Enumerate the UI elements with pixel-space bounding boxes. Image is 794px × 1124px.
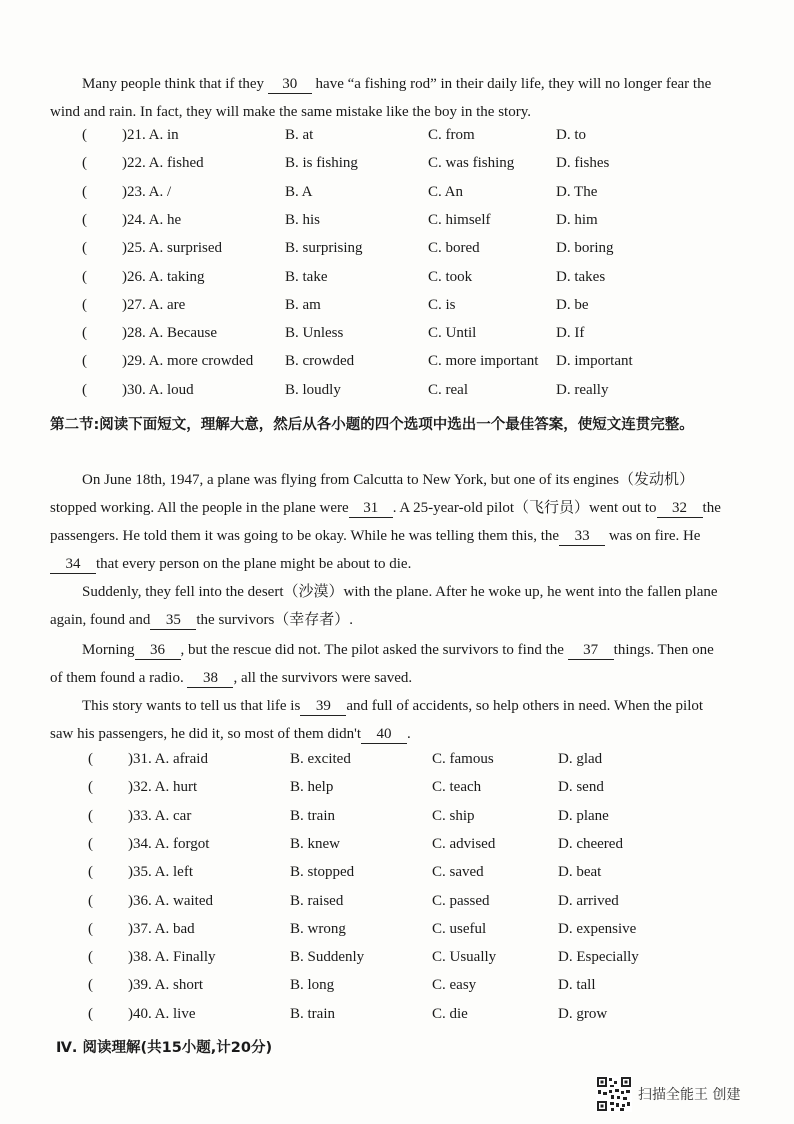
option-b: B. crowded bbox=[285, 353, 355, 370]
question-row bbox=[0, 184, 794, 212]
blank-40: 40 bbox=[361, 725, 407, 744]
blank-38: 38 bbox=[187, 669, 233, 688]
question-row bbox=[0, 297, 794, 325]
question-row bbox=[0, 155, 794, 183]
option-c: C. easy bbox=[432, 977, 477, 994]
option-c: C. teach bbox=[432, 779, 482, 796]
blank-30: 30 bbox=[268, 75, 312, 94]
question-row bbox=[0, 893, 794, 921]
option-b: B. raised bbox=[290, 892, 344, 909]
option-b: B. train bbox=[290, 1005, 335, 1022]
option-a: )27. A. are bbox=[122, 296, 186, 313]
option-c: C. Usually bbox=[432, 949, 497, 966]
blank-35: 35 bbox=[150, 611, 196, 630]
option-a: )29. A. more crowded bbox=[122, 353, 254, 370]
option-a: )28. A. Because bbox=[122, 325, 217, 342]
passage-paragraph-1: On June 18th, 1947, a plane was flying from Calcutta to New York, but one of its engines（发动机）stopped working. All the people in the plane were 31 . A 25-year-old pilot（飞行员）went out to 32 the passengers. He told them it was going to be okay. While he was telling them this, the 33 was on fire. He34 that every person on the plane might be about to die. bbox=[50, 472, 721, 572]
option-a: )38. A. Finally bbox=[128, 949, 216, 966]
blank-37: 37 bbox=[568, 641, 614, 660]
option-b: B. loudly bbox=[285, 381, 341, 398]
option-a: )40. A. live bbox=[128, 1005, 196, 1022]
blank-32: 32 bbox=[657, 499, 703, 518]
option-a: )30. A. loud bbox=[122, 381, 194, 398]
question-row bbox=[0, 836, 794, 864]
option-d: D. tall bbox=[558, 977, 596, 994]
answer-paren[interactable]: ( bbox=[88, 977, 93, 994]
blank-33: 33 bbox=[559, 527, 605, 546]
option-d: D. him bbox=[556, 211, 598, 228]
option-a: )32. A. hurt bbox=[128, 779, 198, 796]
question-row bbox=[0, 240, 794, 268]
question-row bbox=[0, 1006, 794, 1034]
answer-paren[interactable]: ( bbox=[82, 127, 87, 143]
option-b: B. am bbox=[285, 296, 321, 313]
question-row bbox=[0, 325, 794, 353]
option-d: D. boring bbox=[556, 240, 614, 257]
option-b: B. stopped bbox=[290, 864, 355, 881]
option-b: B. Suddenly bbox=[290, 949, 365, 966]
option-a: )23. A. / bbox=[122, 183, 172, 200]
option-b: B. A bbox=[285, 183, 313, 200]
option-c: C. famous bbox=[432, 751, 494, 767]
option-a: )37. A. bad bbox=[128, 920, 195, 937]
option-a: )36. A. waited bbox=[128, 892, 213, 909]
question-row bbox=[0, 949, 794, 977]
blank-34: 34 bbox=[50, 555, 96, 574]
option-a: )33. A. car bbox=[128, 807, 192, 824]
answer-paren[interactable]: ( bbox=[82, 155, 87, 172]
option-d: D. grow bbox=[558, 1005, 608, 1022]
answer-paren[interactable]: ( bbox=[88, 835, 93, 852]
answer-paren[interactable]: ( bbox=[88, 892, 93, 909]
option-d: D. important bbox=[556, 353, 633, 370]
option-a: )21. A. in bbox=[122, 127, 179, 143]
option-d: D. fishes bbox=[556, 155, 610, 172]
option-d: D. cheered bbox=[558, 835, 623, 852]
option-a: )22. A. fished bbox=[122, 155, 204, 172]
option-a: )31. A. afraid bbox=[128, 751, 208, 767]
passage-paragraph-3: Morning 36 , but the rescue did not. The pilot asked the survivors to find the 37 things. Then one of them found a radio. 38 , all the survivors were saved. bbox=[50, 642, 714, 686]
option-a: )34. A. forgot bbox=[128, 835, 210, 852]
option-d: D. Especially bbox=[558, 949, 639, 966]
answer-paren[interactable]: ( bbox=[88, 1005, 93, 1022]
answer-paren[interactable]: ( bbox=[82, 325, 87, 342]
answer-paren[interactable]: ( bbox=[82, 240, 87, 257]
option-d: D. glad bbox=[558, 751, 603, 767]
option-c: C. advised bbox=[432, 835, 496, 852]
question-row bbox=[0, 382, 794, 410]
option-c: C. die bbox=[432, 1005, 468, 1022]
answer-paren[interactable]: ( bbox=[82, 211, 87, 228]
option-d: D. The bbox=[556, 183, 598, 200]
option-c: C. from bbox=[428, 127, 475, 143]
option-c: C. is bbox=[428, 296, 456, 313]
question-row bbox=[0, 269, 794, 297]
question-row bbox=[0, 127, 794, 155]
blank-36: 36 bbox=[135, 641, 181, 660]
option-a: )26. A. taking bbox=[122, 268, 205, 285]
option-c: C. bored bbox=[428, 240, 480, 257]
answer-paren[interactable]: ( bbox=[88, 920, 93, 937]
option-d: D. be bbox=[556, 296, 589, 313]
option-d: D. really bbox=[556, 381, 609, 398]
qr-code-icon bbox=[596, 1076, 632, 1112]
answer-paren[interactable]: ( bbox=[82, 183, 87, 200]
answer-paren[interactable]: ( bbox=[88, 779, 93, 796]
blank-31: 31 bbox=[349, 499, 393, 518]
question-row bbox=[0, 808, 794, 836]
answer-paren[interactable]: ( bbox=[82, 353, 87, 370]
option-d: D. send bbox=[558, 779, 604, 796]
option-c: C. more important bbox=[428, 353, 539, 370]
option-d: D. plane bbox=[558, 807, 609, 824]
option-c: C. himself bbox=[428, 211, 491, 228]
option-a: )35. A. left bbox=[128, 864, 193, 881]
option-c: C. took bbox=[428, 268, 473, 285]
option-c: C. ship bbox=[432, 807, 475, 824]
option-d: D. takes bbox=[556, 268, 606, 285]
answer-paren[interactable]: ( bbox=[82, 381, 87, 398]
option-b: B. at bbox=[285, 127, 314, 143]
option-a: )25. A. surprised bbox=[122, 240, 222, 257]
option-c: C. useful bbox=[432, 920, 487, 937]
option-b: B. excited bbox=[290, 751, 351, 767]
section-2-heading: 第二节:阅读下面短文，理解大意，然后从各小题的四个选项中选出一个最佳答案，使短文连贯完整。 bbox=[50, 417, 694, 433]
question-row bbox=[0, 353, 794, 381]
watermark-text: 扫描全能王 创建 bbox=[638, 1087, 741, 1103]
option-d: D. beat bbox=[558, 864, 602, 881]
scanner-watermark bbox=[596, 1074, 740, 1114]
answer-paren[interactable]: ( bbox=[82, 296, 87, 313]
option-d: D. to bbox=[556, 127, 586, 143]
answer-paren[interactable]: ( bbox=[88, 864, 93, 881]
option-b: B. take bbox=[285, 268, 328, 285]
option-a: )39. A. short bbox=[128, 977, 203, 994]
section-4-heading: Ⅳ. 阅读理解(共15小题,计20分) bbox=[56, 1040, 273, 1056]
option-b: B. help bbox=[290, 779, 334, 796]
option-b: B. Unless bbox=[285, 325, 344, 342]
option-b: B. long bbox=[290, 977, 335, 994]
question-row bbox=[0, 751, 794, 779]
option-b: B. knew bbox=[290, 835, 340, 852]
option-a: )24. A. he bbox=[122, 211, 182, 228]
blank-39: 39 bbox=[300, 697, 346, 716]
passage-paragraph-2: Suddenly, they fell into the desert（沙漠）with the plane. After he woke up, he went into the fallen plane again, found and 35 the survivors（幸存者）. bbox=[50, 584, 718, 628]
question-row bbox=[0, 779, 794, 807]
option-c: C. An bbox=[428, 183, 464, 200]
option-c: C. was fishing bbox=[428, 155, 515, 172]
option-b: B. his bbox=[285, 211, 321, 228]
option-b: B. is fishing bbox=[285, 155, 358, 172]
answer-paren[interactable]: ( bbox=[88, 949, 93, 966]
passage-paragraph-4: This story wants to tell us that life is 39 and full of accidents, so help others in need. When the pilot saw his passengers, he did it, so most of them didn't 40 . bbox=[50, 698, 704, 742]
question-row bbox=[0, 977, 794, 1005]
option-b: B. surprising bbox=[285, 240, 363, 257]
question-row bbox=[0, 921, 794, 949]
option-c: C. real bbox=[428, 381, 468, 398]
option-c: C. passed bbox=[432, 892, 490, 909]
answer-paren[interactable]: ( bbox=[82, 268, 87, 285]
option-b: B. wrong bbox=[290, 920, 346, 937]
option-b: B. train bbox=[290, 807, 335, 824]
option-c: C. saved bbox=[432, 864, 484, 881]
option-d: D. arrived bbox=[558, 892, 619, 909]
option-c: C. Until bbox=[428, 325, 477, 342]
option-d: D. expensive bbox=[558, 920, 637, 937]
option-d: D. If bbox=[556, 325, 585, 342]
answer-paren[interactable]: ( bbox=[88, 751, 93, 767]
question-row bbox=[0, 864, 794, 892]
question-row bbox=[0, 212, 794, 240]
intro-paragraph: Many people think that if they 30 have “a fishing rod” in their daily life, they will no longer fear the wind and rain. In fact, they will make the same mistake like the boy in the story. bbox=[50, 76, 712, 120]
answer-paren[interactable]: ( bbox=[88, 807, 93, 824]
